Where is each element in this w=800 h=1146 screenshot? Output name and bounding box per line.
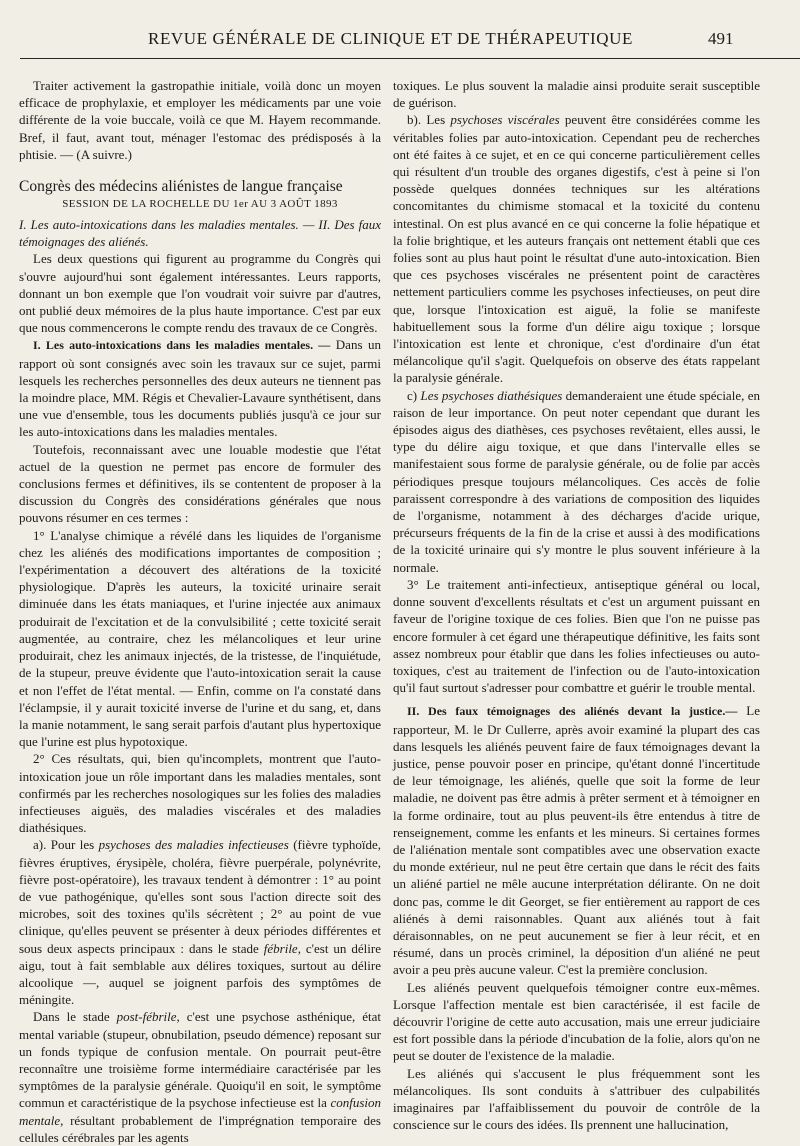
a-febrile: fébrile xyxy=(263,940,298,956)
post-italic2: confusion mentale xyxy=(19,1095,381,1128)
congres-parts: I. Les auto-intoxications dans les maladies mentales. — II. Des faux témoignages des aliénés. xyxy=(19,217,381,250)
c-italic: Les psychoses diathésiques xyxy=(420,387,563,403)
section2-paragraph xyxy=(393,702,760,978)
paragraph-point2: 2° Ces résultats, qui, bien qu'incomplets, montrent que l'auto-intoxication joue un rôle important dans les maladies mentales, sont confirmés par les recherches nosologiques sur les folies des maladies infectieuses aiguës, des maladies viscérales et des maladies diathésiques. xyxy=(19,751,381,836)
c-rest: demanderaient une étude spéciale, en raison de leur importance. On peut noter cependant que durant les épisodes aigus des diathèses, ces psychoses revêtaient, elles aussi, le type du délire aigu toxique, et que dans l'intervalle elles se manifestaient sous forme de paralysie générale, ou de folie par accès périodiques presque toujours mélancoliques. Ces accès de folie paraissent correspondre à des variations de composition des liquides de l'organisme, notamment à des décharges d'acide urique, précurseurs fréquents de la fin de la crise et aussi à des modifications de la toxicité urinaire qui s'y montre le plus souvent inférieure à la normale. xyxy=(393,387,760,575)
post-italic: post-fébrile xyxy=(116,1009,177,1025)
page-header xyxy=(0,0,800,60)
paragraph-continuation: toxiques. Le plus souvent la maladie ainsi produite serait susceptible de guérison. xyxy=(393,78,760,111)
post-rest2: , résultant probablement de l'imprégnation temporaire des cellules cérébrales par les agents xyxy=(19,1112,381,1145)
a-italic: psychoses des maladies infectieuses xyxy=(98,837,289,853)
a-rest2: , c'est un délire aigu, tout à fait semblable aux délires toxiques, surtout au délire alcoolique —, auquel se joignent parfois des symptômes de méningite. xyxy=(19,940,381,1008)
paragraph-a xyxy=(19,836,381,1008)
section1-heading: I. Les auto-intoxications dans les maladies mentales. — xyxy=(33,338,331,353)
paragraph-post-febrile xyxy=(19,1008,381,1146)
intro-paragraph: Traiter activement la gastropathie initiale, voilà donc un moyen efficace de prophylaxie, et employer les médicaments par une voie différente de la voie buccale, voilà ce que M. Hayem recommande. Bref, il faut, avant tout, ménager l'estomac des prédisposés à la phtisie. — (A suivre.) xyxy=(19,78,381,162)
a-rest1: (fièvre typhoïde, fièvres éruptives, érysipèle, choléra, fièvre puerpérale, polynévrite, fièvre post-opératoire), les travaux tendent à démontrer : 1° au point de vue pathogénique, qu'elles sont sous l'action directe soit des microbes, soit des toxines qu'ils sécrètent ; 2° au point de vue clinique, qu'elles peuvent se présenter à deux périodes différentes et sous deux aspects principaux : dans le stade xyxy=(19,837,381,956)
section2-text: Le rapporteur, M. le Dr Cullerre, après avoir examiné la plupart des cas dans lesquels les aliénés peuvent faire de faux témoignages devant la justice, pense pouvoir poser en principe, qu'étant donné l'incertitude de leur témoignage, les aliénés, quelle que soit la forme de leur maladie, ne doivent pas être admis à prêter serment et à témoigner en la forme ordinaire, tout au plus peuvent-ils être entendus à titre de renseignement, comme les enfants et les mineurs. Si certaines formes de l'aliénation mentale sont compatibles avec une observation exacte du monde extérieur, nul ne peut être certain que dans le récit des faits un aliéné partiel ne mêle aucune interprétation délirante. On ne doit donc pas, comme le dit Georget, se fier entièrement au rapport de ces aliénés à demi raisonnables. Quant aux aliénés tout à fait déraisonnables, on ne peut aucunement se fier à leur récit, et en résumé, dans un procès criminel, la déposition d'un aliéné ne peut avoir a peu près aucune valeur. C'est la première conclusion. xyxy=(393,703,761,978)
paragraph-point3: 3° Le traitement anti-infectieux, antiseptique général ou local, donne souvent d'excellents résultats et c'est un argument puissant en faveur de l'origine toxique de ces folies. Bien que l'on ne puisse pas encore formuler à cet égard une thérapeutique définitive, les faits sont assez nombreux pour établir que dans les folies infectieuses ou auto-toxiques, c'est au traitement de l'infection ou de l'auto-intoxication qu'il faut surtout s'adresser pour combattre et guérir le trouble mental. xyxy=(393,576,760,696)
b-italic: psychoses viscérales xyxy=(450,112,560,128)
section1-text: Dans un rapport où sont consignés avec soin les travaux sur ce sujet, parmi lesquels les recherches personnelles des deux auteurs ne tiennent pas la moindre place, MM. Régis et Chevalier-Lavaure synthétisent, dans une vue d'ensemble, tous les documents publiés jusqu'à ce jour sur les auto-intoxications dans les maladies mentales. xyxy=(19,337,381,440)
paragraph-intro-questions: Les deux questions qui figurent au programme du Congrès qui s'ouvre aujourd'hui sont également intéressantes. Leurs rapports, donnant un bon exemple que l'on voudrait voir suivre par d'autres, ont publié deux mémoires de la plus haute importance. C'est par eux que nous commencerons le compte rendu des travaux de ce Congrès. xyxy=(19,251,381,336)
running-title: REVUE GÉNÉRALE DE CLINIQUE ET DE THÉRAPEUTIQUE xyxy=(148,29,633,48)
paragraph-accusent: Les aliénés qui s'accusent le plus fréquemment sont les mélancoliques. Ils sont conduits à s'attribuer des culpabilités imaginaires par l'affaiblissement du pouvoir de contrôle de la conscience sur le cours des idées. Ils prennent une hallucination, xyxy=(393,1065,760,1133)
paragraph-point1: 1° L'analyse chimique a révélé dans les liquides de l'organisme chez les aliénés des modifications importantes de composition ; l'expérimentation a découvert des altérations de la toxicité physiologique. D'après les auteurs, la toxicité urinaire serait diminuée dans les états maniaques, et l'urine injectée aux animaux produirait de l'excitation et de la convulsibilité ; cette toxicité serait augmentée, au contraire, chez les mélancoliques et leur urine produirait, chez les animaux injectés, de la tristesse, de l'inquiétude, de la stupeur, preuve évidente que l'auto-intoxication serait la cause et non l'effet de l'état mental. — Enfin, comme on l'a constaté dans l'éclampsie, il y aurait toxicité inverse de l'urine et du sang, et, dans la manie notamment, le sang serait parfois d'autant plus hypertoxique que l'urine est plus hypotoxique. xyxy=(19,527,381,750)
c-lead: c) xyxy=(407,387,421,403)
paragraph-temoigner: Les aliénés peuvent quelquefois témoigner contre eux-mêmes. Lorsque l'affection mentale est bien caractérisée, il est facile de découvrir l'origine de cette auto accusation, mais une erreur judiciaire est fort possible dans la période d'incubation de la folie, alors qu'on ne peut se douter de l'existence de la maladie. xyxy=(393,979,760,1064)
section1-paragraph xyxy=(19,336,381,440)
right-column xyxy=(393,77,761,1133)
paragraph-toutefois: Toutefois, reconnaissant avec une louable modestie que l'état actuel de la question ne permet pas encore de formuler des conclusions fermes et définitives, ils se contentent de proposer à la discussion du Congrès des considérations générales que nous pouvons résumer en ces termes : xyxy=(19,441,381,526)
a-lead: a). Pour les xyxy=(33,837,99,853)
b-lead: b). Les xyxy=(407,112,451,128)
section2-heading: II. Des faux témoignages des aliénés devant la justice.— xyxy=(407,704,738,719)
paragraph-b xyxy=(393,111,760,386)
post-lead: Dans le stade xyxy=(33,1009,117,1025)
congres-title: Congrès des médecins aliénistes de langue française xyxy=(19,178,343,196)
header-rule xyxy=(20,58,800,59)
post-rest1: , c'est une psychose asthénique, état mental variable (stupeur, obnubilation, pseudo démence) reposant sur un fonds typique de confusion mentale. On pourrait peut-être reconnaître une troisième forme intermédiaire caractérisée par les symptômes de la paralysie générale. Quoiqu'il en soit, le symptôme commun et caractéristique de la psychose infectieuse est la xyxy=(19,1009,381,1111)
congres-session: SESSION DE LA ROCHELLE DU 1er AU 3 AOÛT 1893 xyxy=(62,198,338,211)
b-rest: peuvent être considérées comme les véritables folies par auto-intoxication. Cependant peu de recherches ont été faites à ce sujet, et en ce qui concerne particulièrement celles qui résultent d'un trouble des organes digestifs, c'est à peine si l'on possède quelques données techniques sur les altérations concomitantes du chimisme stomacal et la toxicité du contenu intestinal. On est plus avancé en ce qui concerne la folie hépatique et la folie brightique, et les auteurs français ont nettement établi que ces folies sont au plus haut point le résultat d'une auto-intoxication. Bien que ces psychoses viscérales ne présentent point de caractères nettement particuliers comme les psychoses infectieuses, on peut dire que, lorsque l'intoxication est aiguë, la folie se manifeste habituellement sous la forme d'un délire aigu toxique ; lorsque l'intoxication est lente et chronique, c'est d'ordinaire d'un état mélancolique qu'il s'agit. Quelquefois on observe des états rappelant la paralysie générale. xyxy=(393,112,760,386)
page-number: 491 xyxy=(708,29,734,48)
paragraph-c xyxy=(393,387,760,576)
left-column xyxy=(19,77,381,1145)
